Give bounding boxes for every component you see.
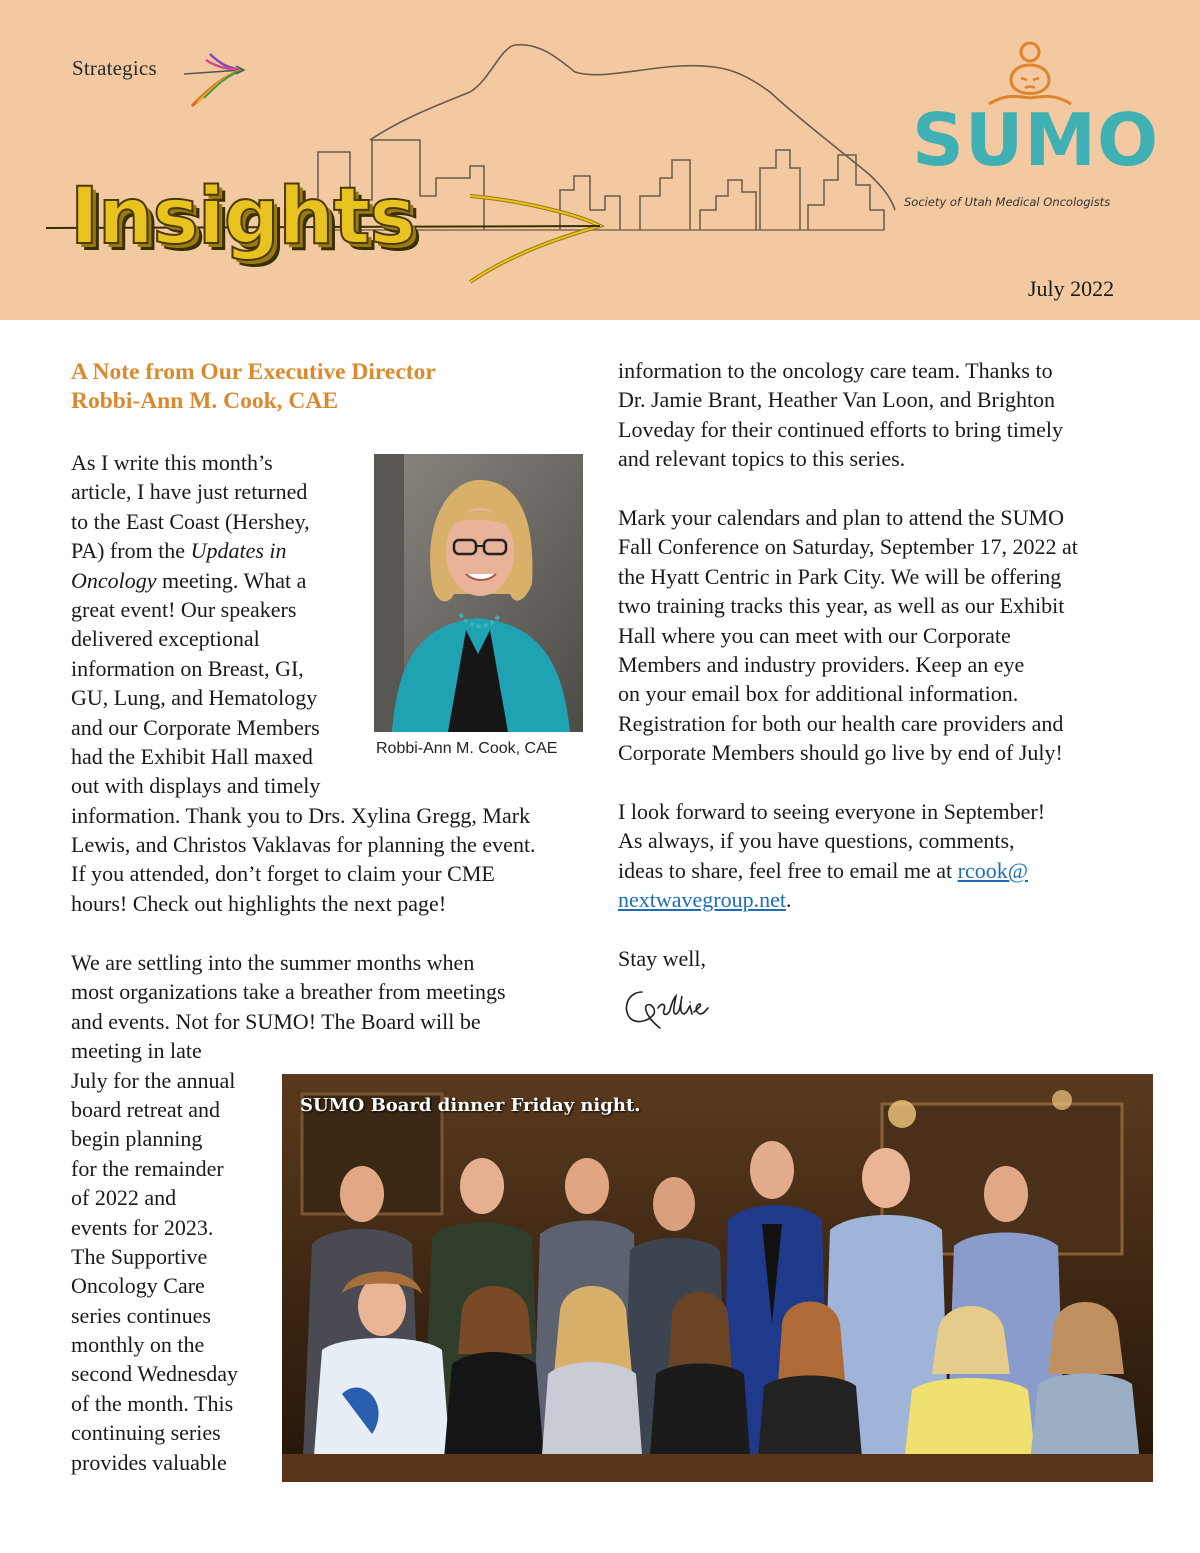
text-line: Stay well, <box>618 946 706 971</box>
text-line: As always, if you have questions, comments, <box>618 828 1015 854</box>
email-link[interactable]: nextwavegroup.net <box>618 887 786 913</box>
text-line: monthly on the <box>71 1332 205 1358</box>
meeting-name-italic: Updates in <box>190 538 287 564</box>
text-line: Dr. Jamie Brant, Heather Van Loon, and Brighton <box>618 387 1056 413</box>
text-line: GU, Lung, and Hematology <box>71 685 318 711</box>
text-line: second Wednesday <box>71 1361 239 1387</box>
executive-director-portrait <box>374 454 583 732</box>
text-line: information. Thank you to Drs. Xylina Gregg, Mark <box>71 802 531 828</box>
text-line: on your email box for additional information. <box>618 681 1019 707</box>
text-line: provides valuable <box>71 1449 227 1475</box>
portrait-illustration <box>374 454 583 732</box>
text-line: of 2022 and <box>71 1185 177 1211</box>
text-line: events for 2023. <box>71 1214 214 1240</box>
text-line: continuing series <box>71 1420 221 1446</box>
text-line: article, I have just returned <box>71 479 308 505</box>
text-line: Members and industry providers. Keep an eye <box>618 651 1025 677</box>
text-line: and our Corporate Members <box>71 714 320 740</box>
text-line: information to the oncology care team. Thanks to <box>618 358 1053 383</box>
header-banner <box>0 0 1200 320</box>
text-line: Loveday for their continued efforts to bring timely <box>618 416 1063 442</box>
issue-date: July 2022 <box>1028 276 1115 301</box>
text-line: the Hyatt Centric in Park City. We will be offering <box>618 563 1062 589</box>
text-line: out with displays and timely <box>71 773 321 799</box>
text-line: had the Exhibit Hall maxed <box>71 743 313 769</box>
text-line: meeting in late <box>71 1038 202 1064</box>
text-line: board retreat and <box>71 1096 221 1122</box>
heading-line: Robbi-Ann M. Cook, CAE <box>71 388 339 415</box>
text-fragment: ideas to share, feel free to email me at <box>618 857 958 883</box>
text-line: and events. Not for SUMO! The Board will be <box>71 1008 481 1034</box>
text-line: great event! Our speakers <box>71 596 297 622</box>
text-line: As I write this month’s <box>71 450 273 475</box>
text-line: two training tracks this year, as well as our Exhibit <box>618 593 1065 619</box>
text-line: I look forward to seeing everyone in September! <box>618 799 1046 824</box>
board-dinner-group-photo <box>282 1074 1153 1482</box>
text-line: to the East Coast (Hershey, <box>71 508 310 534</box>
text-line <box>618 856 1045 885</box>
article-paragraph-4 <box>618 503 1078 768</box>
text-line: hours! Check out highlights the next page! <box>71 890 447 916</box>
text-line: Fall Conference on Saturday, September 17, 2022 at <box>618 534 1078 560</box>
text-line: series continues <box>71 1302 211 1328</box>
text-line: If you attended, don’t forget to claim your CME <box>71 861 495 887</box>
strategics-logo-text: Strategics <box>72 56 157 80</box>
text-line: and relevant topics to this series. <box>618 446 906 472</box>
text-fragment: . <box>786 887 792 913</box>
text-line: Corporate Members should go live by end of July! <box>618 740 1063 766</box>
group-photo-caption: SUMO Board dinner Friday night. <box>300 1095 641 1116</box>
closing-text <box>618 944 706 973</box>
text-fragment: PA) from the <box>71 538 191 564</box>
article-paragraph-5 <box>618 797 1045 915</box>
text-line: The Supportive <box>71 1243 208 1269</box>
heading-line: A Note from Our Executive Director <box>71 359 436 385</box>
text-line: information on Breast, GI, <box>71 655 304 681</box>
group-photo-illustration <box>282 1074 1153 1482</box>
text-line: begin planning <box>71 1126 203 1152</box>
text-fragment: meeting. What a <box>156 567 307 593</box>
text-line: Lewis, and Christos Vaklavas for planning the event. <box>71 832 536 858</box>
text-line <box>618 885 1045 914</box>
text-line: most organizations take a breather from meetings <box>71 979 506 1005</box>
text-line: of the month. This <box>71 1390 234 1416</box>
article-heading <box>71 357 436 416</box>
text-line: Mark your calendars and plan to attend the SUMO <box>618 505 1064 530</box>
text-line: We are settling into the summer months when <box>71 950 475 975</box>
article-paragraph-3 <box>618 356 1063 474</box>
text-line: delivered exceptional <box>71 626 260 652</box>
sumo-logo-wordmark: SUMO <box>912 98 1160 182</box>
text-line: for the remainder <box>71 1155 224 1181</box>
sumo-org-fullname: Society of Utah Medical Oncologists <box>904 195 1111 209</box>
strategics-arrow-logo-icon <box>180 44 250 114</box>
text-line: Hall where you can meet with our Corporate <box>618 622 1011 648</box>
insights-newsletter-title: Insights <box>70 172 415 262</box>
text-line: July for the annual <box>71 1067 236 1093</box>
portrait-caption: Robbi-Ann M. Cook, CAE <box>376 740 558 757</box>
email-link[interactable]: rcook@ <box>957 857 1028 883</box>
meeting-name-italic: Oncology <box>71 567 157 593</box>
signature-robbie <box>620 978 710 1038</box>
text-line: Registration for both our health care providers and <box>618 710 1064 736</box>
text-line: Oncology Care <box>71 1273 205 1299</box>
